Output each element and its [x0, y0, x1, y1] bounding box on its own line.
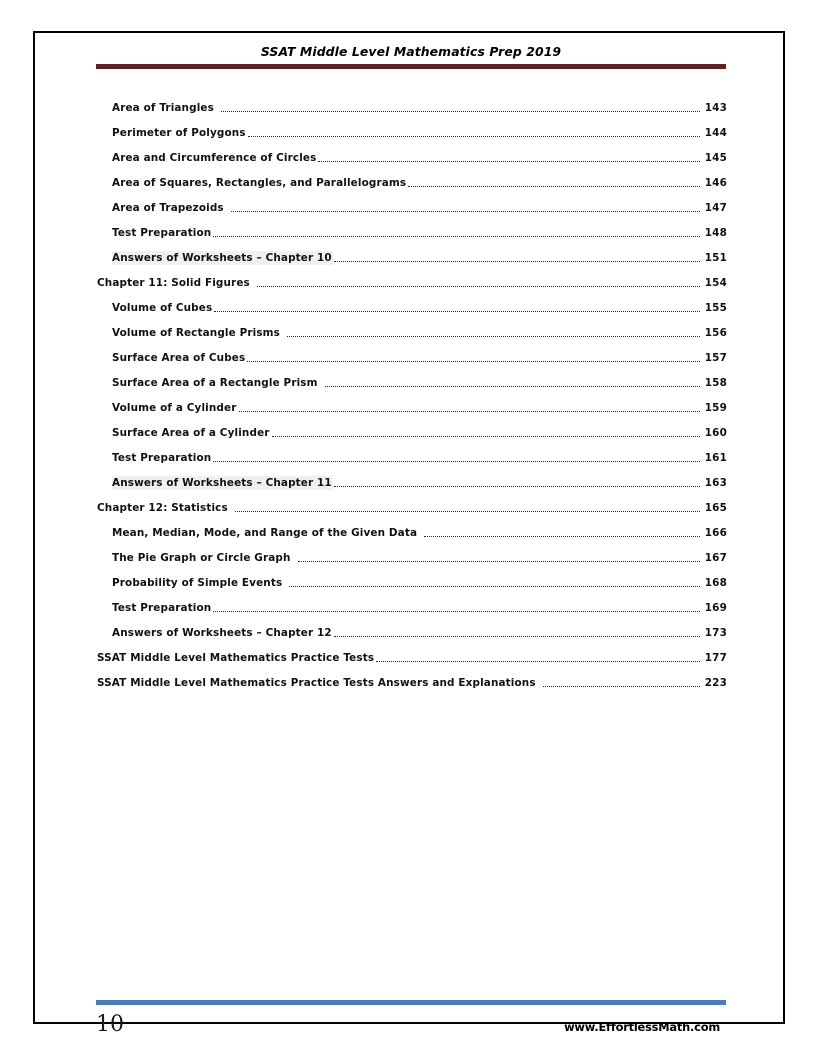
toc-entry[interactable]: [35, 195, 783, 220]
toc-entry[interactable]: [35, 670, 783, 695]
toc-entry-label: Volume of Cubes: [112, 301, 213, 314]
toc-leader-dots: [284, 576, 700, 590]
table-of-contents: [35, 95, 783, 695]
toc-entry[interactable]: [35, 545, 783, 570]
document-page: [33, 31, 785, 1037]
toc-entry[interactable]: [35, 445, 783, 470]
toc-entry[interactable]: [35, 120, 783, 145]
toc-leader-dots: [248, 126, 700, 140]
toc-entry-page-number: 169: [704, 601, 727, 614]
toc-entry[interactable]: [35, 320, 783, 345]
toc-entry-page-number: 154: [704, 276, 727, 289]
toc-entry[interactable]: [35, 220, 783, 245]
toc-leader-dots: [419, 526, 700, 540]
footer-row: [96, 1012, 726, 1040]
toc-entry[interactable]: [35, 145, 783, 170]
toc-leader-dots: [334, 626, 700, 640]
toc-entry-page-number: 145: [704, 151, 727, 164]
toc-entry[interactable]: [35, 295, 783, 320]
toc-entry[interactable]: [35, 370, 783, 395]
footer-page-number: 10: [96, 1012, 124, 1037]
toc-entry-label: Volume of a Cylinder: [112, 401, 237, 414]
toc-entry[interactable]: [35, 645, 783, 670]
toc-entry-label: SSAT Middle Level Mathematics Practice Tests Answers and Explanations: [97, 676, 536, 689]
toc-entry[interactable]: [35, 345, 783, 370]
toc-entry-label: Volume of Rectangle Prisms: [112, 326, 280, 339]
toc-leader-dots: [247, 351, 700, 365]
toc-entry-label: Test Preparation: [112, 451, 212, 464]
toc-entry[interactable]: [35, 470, 783, 495]
toc-entry-page-number: 147: [704, 201, 727, 214]
toc-entry-page-number: 177: [704, 651, 727, 664]
header-divider-rule: [96, 64, 726, 69]
toc-entry-page-number: 160: [704, 426, 727, 439]
toc-entry[interactable]: [35, 420, 783, 445]
toc-entry-page-number: 163: [704, 476, 727, 489]
toc-leader-dots: [252, 276, 700, 290]
toc-entry[interactable]: [35, 170, 783, 195]
toc-leader-dots: [272, 426, 700, 440]
toc-entry-page-number: 173: [704, 626, 727, 639]
toc-entry-page-number: 161: [704, 451, 727, 464]
page-title: SSAT Middle Level Mathematics Prep 2019: [260, 44, 562, 59]
toc-leader-dots: [213, 451, 700, 465]
toc-entry[interactable]: [35, 270, 783, 295]
toc-entry-label: Perimeter of Polygons: [112, 126, 246, 139]
toc-leader-dots: [226, 201, 700, 215]
toc-leader-dots: [318, 151, 700, 165]
toc-entry-page-number: 155: [704, 301, 727, 314]
toc-entry-page-number: 167: [704, 551, 727, 564]
toc-entry-label: Area of Triangles: [112, 101, 214, 114]
toc-entry-page-number: 158: [704, 376, 727, 389]
running-header: [96, 43, 726, 69]
toc-entry-label: Answers of Worksheets – Chapter 12: [112, 626, 332, 639]
toc-leader-dots: [538, 676, 700, 690]
toc-entry[interactable]: [35, 245, 783, 270]
toc-entry-page-number: 156: [704, 326, 727, 339]
toc-entry-page-number: 146: [704, 176, 727, 189]
toc-entry-label: Test Preparation: [112, 601, 212, 614]
toc-leader-dots: [334, 476, 700, 490]
toc-entry-label: Area of Trapezoids: [112, 201, 224, 214]
toc-entry[interactable]: [35, 620, 783, 645]
toc-entry-label: Probability of Simple Events: [112, 576, 283, 589]
toc-entry[interactable]: [35, 95, 783, 120]
toc-entry-label: Mean, Median, Mode, and Range of the Given Data: [112, 526, 418, 539]
toc-entry-page-number: 165: [704, 501, 727, 514]
toc-entry-label: Chapter 12: Statistics: [97, 501, 228, 514]
toc-entry[interactable]: [35, 595, 783, 620]
footer-website-link[interactable]: www.EffortlessMath.com: [564, 1020, 720, 1034]
toc-entry-label: Test Preparation: [112, 226, 212, 239]
toc-entry-label: Area of Squares, Rectangles, and Parallelograms: [112, 176, 407, 189]
toc-leader-dots: [213, 601, 700, 615]
toc-leader-dots: [216, 101, 700, 115]
footer-divider-rule: [96, 1000, 726, 1005]
toc-leader-dots: [376, 651, 700, 665]
toc-entry-page-number: 168: [704, 576, 727, 589]
toc-entry-label: The Pie Graph or Circle Graph: [112, 551, 291, 564]
toc-entry-label: Surface Area of a Cylinder: [112, 426, 270, 439]
toc-entry[interactable]: [35, 520, 783, 545]
toc-leader-dots: [293, 551, 700, 565]
toc-entry-page-number: 159: [704, 401, 727, 414]
toc-leader-dots: [239, 401, 701, 415]
toc-entry-label: Chapter 11: Solid Figures: [97, 276, 250, 289]
toc-entry-page-number: 223: [704, 676, 727, 689]
toc-leader-dots: [230, 501, 700, 515]
toc-entry-page-number: 144: [704, 126, 727, 139]
toc-leader-dots: [408, 176, 700, 190]
toc-leader-dots: [282, 326, 700, 340]
toc-entry-label: Surface Area of Cubes: [112, 351, 246, 364]
toc-leader-dots: [214, 301, 700, 315]
toc-entry-label: Answers of Worksheets – Chapter 10: [112, 251, 332, 264]
toc-entry-label: Surface Area of a Rectangle Prism: [112, 376, 318, 389]
toc-entry-label: Area and Circumference of Circles: [112, 151, 317, 164]
toc-entry-label: Answers of Worksheets – Chapter 11: [112, 476, 332, 489]
toc-entry[interactable]: [35, 570, 783, 595]
toc-entry-page-number: 151: [704, 251, 727, 264]
toc-leader-dots: [213, 226, 700, 240]
toc-entry-page-number: 166: [704, 526, 727, 539]
page-content-area: [35, 33, 783, 1037]
toc-leader-dots: [334, 251, 700, 265]
toc-entry-page-number: 143: [704, 101, 727, 114]
toc-entry[interactable]: [35, 495, 783, 520]
toc-entry-page-number: 148: [704, 226, 727, 239]
toc-entry-label: SSAT Middle Level Mathematics Practice Tests: [97, 651, 375, 664]
toc-entry[interactable]: [35, 395, 783, 420]
toc-entry-page-number: 157: [704, 351, 727, 364]
toc-leader-dots: [320, 376, 700, 390]
